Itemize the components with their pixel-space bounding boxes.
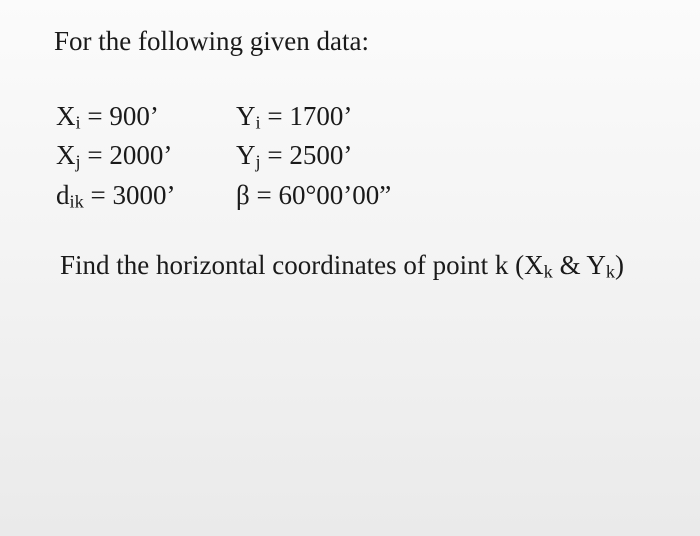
yj-value: Yj = 2500’: [236, 140, 353, 172]
xj-value: Xj = 2000’: [56, 140, 173, 172]
problem-heading: For the following given data:: [54, 26, 369, 56]
xi-value: Xi = 900’: [56, 101, 159, 133]
given-data-table: [56, 100, 391, 218]
question-text: Find the horizontal coordinates of point k (Xk & Yk): [60, 250, 625, 282]
given-data-row: [56, 179, 391, 218]
beta-value: β = 60°00’00”: [236, 179, 392, 210]
dik-value: dik = 3000’: [56, 179, 176, 211]
given-data-row: [56, 100, 391, 139]
given-data-row: [56, 139, 391, 178]
yi-value: Yi = 1700’: [236, 101, 353, 133]
